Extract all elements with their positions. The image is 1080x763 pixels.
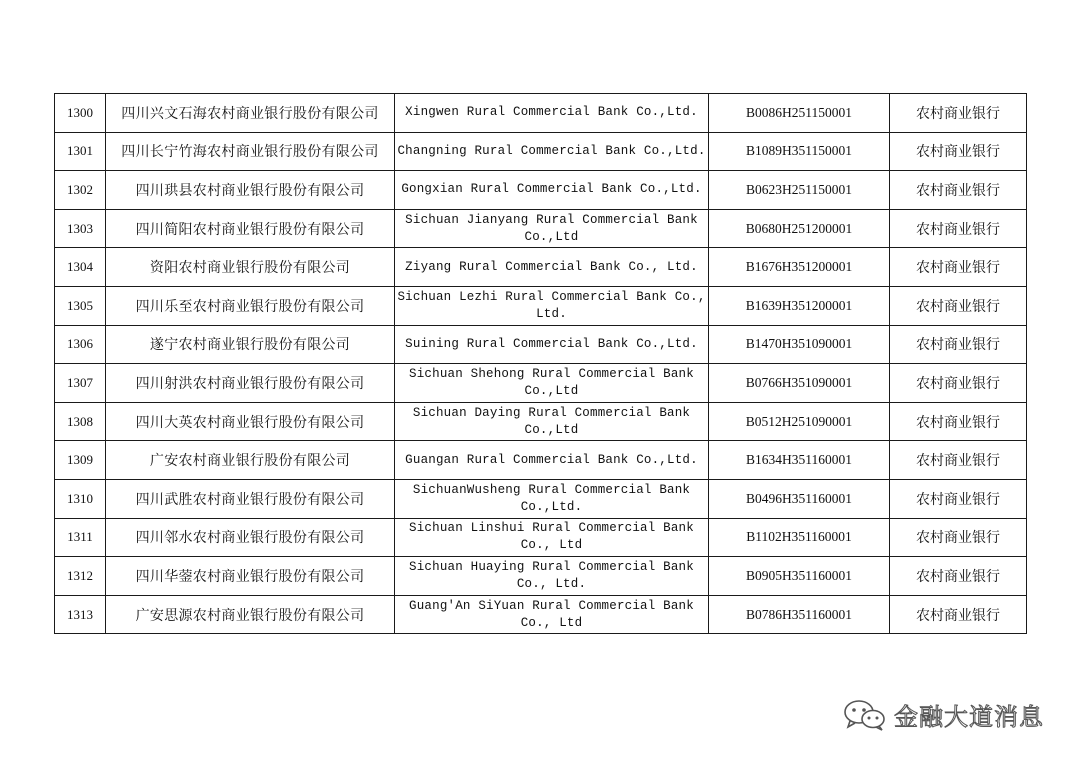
institution-type: 农村商业银行 [890, 325, 1027, 364]
table-row [55, 248, 1027, 287]
bank-name-chinese: 四川武胜农村商业银行股份有限公司 [106, 479, 395, 518]
bank-name-english: Gongxian Rural Commercial Bank Co.,Ltd. [395, 171, 709, 210]
row-number: 1306 [55, 325, 106, 364]
bank-name-english: Sichuan Shehong Rural Commercial Bank Co.,Ltd [395, 364, 709, 403]
row-number: 1310 [55, 479, 106, 518]
bank-name-english: Sichuan Linshui Rural Commercial Bank Co., Ltd [395, 518, 709, 557]
bank-name-english: Suining Rural Commercial Bank Co.,Ltd. [395, 325, 709, 364]
bank-name-chinese: 四川长宁竹海农村商业银行股份有限公司 [106, 132, 395, 171]
bank-name-chinese: 四川邻水农村商业银行股份有限公司 [106, 518, 395, 557]
institution-code: B1102H351160001 [709, 518, 890, 557]
institution-code: B0680H251200001 [709, 209, 890, 248]
bank-name-chinese: 资阳农村商业银行股份有限公司 [106, 248, 395, 287]
institution-type: 农村商业银行 [890, 364, 1027, 403]
table-row [55, 595, 1027, 634]
table-row [55, 171, 1027, 210]
institution-type: 农村商业银行 [890, 209, 1027, 248]
row-number: 1301 [55, 132, 106, 171]
wechat-icon [842, 698, 888, 732]
table-row [55, 364, 1027, 403]
institution-code: B0512H251090001 [709, 402, 890, 441]
row-number: 1307 [55, 364, 106, 403]
bank-name-chinese: 广安农村商业银行股份有限公司 [106, 441, 395, 480]
row-number: 1300 [55, 94, 106, 133]
row-number: 1304 [55, 248, 106, 287]
table-body [55, 94, 1027, 634]
table-row [55, 209, 1027, 248]
bank-name-chinese: 四川珙县农村商业银行股份有限公司 [106, 171, 395, 210]
bank-name-english: Guangan Rural Commercial Bank Co.,Ltd. [395, 441, 709, 480]
row-number: 1313 [55, 595, 106, 634]
institution-code: B1089H351150001 [709, 132, 890, 171]
bank-name-chinese: 四川射洪农村商业银行股份有限公司 [106, 364, 395, 403]
watermark [842, 697, 1044, 732]
institution-code: B0786H351160001 [709, 595, 890, 634]
institution-code: B0086H251150001 [709, 94, 890, 133]
watermark-text: 金融大道消息 [894, 703, 1044, 731]
row-number: 1312 [55, 557, 106, 596]
institution-type: 农村商业银行 [890, 441, 1027, 480]
institution-type: 农村商业银行 [890, 557, 1027, 596]
bank-name-english: Sichuan Lezhi Rural Commercial Bank Co., Ltd. [395, 286, 709, 325]
table-row [55, 94, 1027, 133]
table-row [55, 441, 1027, 480]
row-number: 1303 [55, 209, 106, 248]
table-row [55, 518, 1027, 557]
row-number: 1308 [55, 402, 106, 441]
bank-name-english: Guang'An SiYuan Rural Commercial Bank Co., Ltd [395, 595, 709, 634]
institution-type: 农村商业银行 [890, 94, 1027, 133]
institution-code: B0766H351090001 [709, 364, 890, 403]
row-number: 1305 [55, 286, 106, 325]
institution-type: 农村商业银行 [890, 132, 1027, 171]
table-row [55, 325, 1027, 364]
institution-type: 农村商业银行 [890, 286, 1027, 325]
table-row [55, 286, 1027, 325]
bank-name-english: Sichuan Daying Rural Commercial Bank Co.,Ltd [395, 402, 709, 441]
row-number: 1311 [55, 518, 106, 557]
table-row [55, 132, 1027, 171]
bank-name-chinese: 四川大英农村商业银行股份有限公司 [106, 402, 395, 441]
institution-code: B1676H351200001 [709, 248, 890, 287]
table-row [55, 557, 1027, 596]
table-row [55, 479, 1027, 518]
institution-type: 农村商业银行 [890, 595, 1027, 634]
bank-name-english: Changning Rural Commercial Bank Co.,Ltd. [395, 132, 709, 171]
institution-code: B0623H251150001 [709, 171, 890, 210]
institution-type: 农村商业银行 [890, 518, 1027, 557]
institution-type: 农村商业银行 [890, 402, 1027, 441]
institution-code: B1639H351200001 [709, 286, 890, 325]
bank-name-chinese: 遂宁农村商业银行股份有限公司 [106, 325, 395, 364]
institution-type: 农村商业银行 [890, 171, 1027, 210]
bank-name-english: Sichuan Jianyang Rural Commercial Bank Co.,Ltd [395, 209, 709, 248]
institution-type: 农村商业银行 [890, 479, 1027, 518]
bank-name-chinese: 四川乐至农村商业银行股份有限公司 [106, 286, 395, 325]
bank-name-chinese: 四川华蓥农村商业银行股份有限公司 [106, 557, 395, 596]
row-number: 1309 [55, 441, 106, 480]
institution-code: B1634H351160001 [709, 441, 890, 480]
row-number: 1302 [55, 171, 106, 210]
bank-name-chinese: 四川简阳农村商业银行股份有限公司 [106, 209, 395, 248]
bank-name-english: Sichuan Huaying Rural Commercial Bank Co., Ltd. [395, 557, 709, 596]
bank-name-english: SichuanWusheng Rural Commercial Bank Co.,Ltd. [395, 479, 709, 518]
bank-name-english: Ziyang Rural Commercial Bank Co., Ltd. [395, 248, 709, 287]
bank-list-table [54, 93, 1027, 634]
institution-code: B1470H351090001 [709, 325, 890, 364]
institution-code: B0496H351160001 [709, 479, 890, 518]
institution-code: B0905H351160001 [709, 557, 890, 596]
bank-name-chinese: 四川兴文石海农村商业银行股份有限公司 [106, 94, 395, 133]
institution-type: 农村商业银行 [890, 248, 1027, 287]
table-row [55, 402, 1027, 441]
bank-name-chinese: 广安思源农村商业银行股份有限公司 [106, 595, 395, 634]
bank-name-english: Xingwen Rural Commercial Bank Co.,Ltd. [395, 94, 709, 133]
